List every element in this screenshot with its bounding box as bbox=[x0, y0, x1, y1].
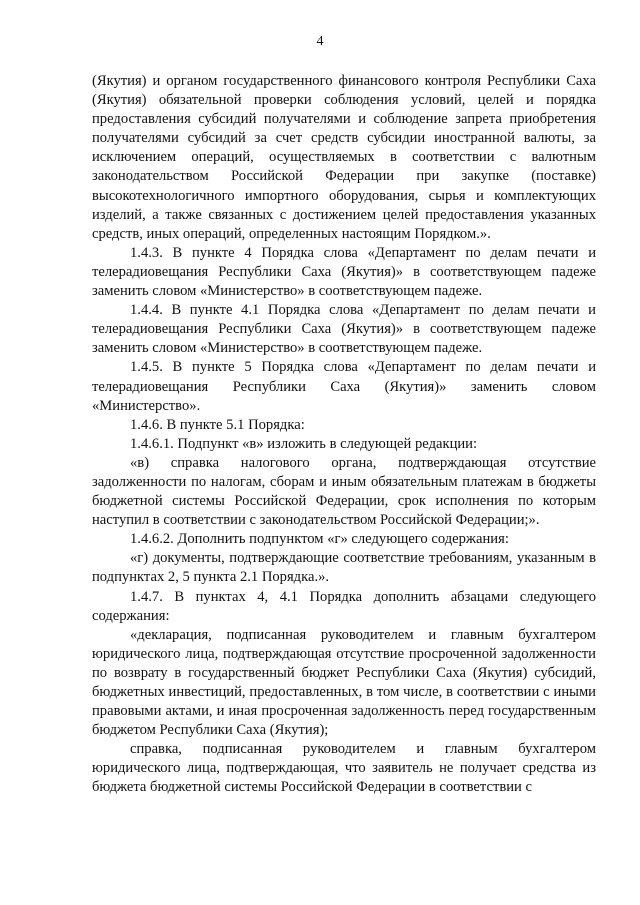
paragraph-1-4-6-1: 1.4.6.1. Подпункт «в» изложить в следующей редакции: bbox=[130, 435, 478, 452]
document-body bbox=[92, 72, 596, 798]
paragraph-1-4-3: 1.4.3. В пункте 4 Порядка слова «Департамент по делам печати и телерадиовещания Республики Саха (Якутия)» в соответствующем падеже заменить словом «Министерство» в соответствующем падеже. bbox=[92, 244, 596, 300]
paragraph-1-4-4: 1.4.4. В пункте 4.1 Порядка слова «Департамент по делам печати и телерадиовещания Республики Саха (Якутия)» в соответствующем падеже заменить словом «Министерство» в соответствующем падеже. bbox=[92, 302, 596, 357]
page-number: 4 bbox=[316, 34, 324, 49]
paragraph-certificate: справка, подписанная руководителем и главным бухгалтером юридического лица, подтверждающая, что заявитель не получает средства из бюджета бюджетной системы Российской Федерации в соответствии с bbox=[92, 741, 596, 796]
paragraph-declaration: «декларация, подписанная руководителем и главным бухгалтером юридического лица, подтверждающая отсутствие просроченной задолженности по возврату в государственный бюджет Республики Саха (Якутия) субсидий, бюджетных инвестиций, предоставленных, в том числе, в соответствии с иными правовыми актами, и иная просроченная задолженность перед государственным бюджетом Республики Саха (Якутия); bbox=[92, 626, 596, 739]
paragraph-1-4-6-2: 1.4.6.2. Дополнить подпунктом «г» следующего содержания: bbox=[130, 531, 509, 548]
paragraph-continuation: (Якутия) и органом государственного финансового контроля Республики Саха (Якутия) обязательной проверки соблюдения условий, целей и порядка предоставления субсидий получателями и соблюдение запрета приобретения получателями субсидий за счет средств субсидии иностранной валюты, за исключением операций, осуществляемых в соответствии с валютным законодательством Российской Федерации при закупке (поставке) высокотехнологичного импортного оборудования, сырья и комплектующих изделий, а также связанных с достижением целей предоставления указанных средств, иных операций, определенных настоящим Порядком.». bbox=[92, 73, 596, 242]
paragraph-1-4-5: 1.4.5. В пункте 5 Порядка слова «Департамент по делам печати и телерадиовещания Республики Саха (Якутия)» заменить словом «Министерство». bbox=[92, 359, 596, 414]
paragraph-1-4-7: 1.4.7. В пунктах 4, 4.1 Порядка дополнить абзацами следующего содержания: bbox=[92, 588, 596, 624]
paragraph-1-4-6: 1.4.6. В пункте 5.1 Порядка: bbox=[130, 416, 305, 433]
paragraph-subpoint-v: «в) справка налогового органа, подтверждающая отсутствие задолженности по налогам, сборам и иным обязательным платежам в бюджеты бюджетной системы Российской Федерации, срок исполнения по которым наступил в соответствии с законодательством Российской Федерации;». bbox=[92, 454, 596, 529]
paragraph-subpoint-g: «г) документы, подтверждающие соответствие требованиям, указанным в подпунктах 2, 5 пункта 2.1 Порядка.». bbox=[92, 550, 596, 586]
